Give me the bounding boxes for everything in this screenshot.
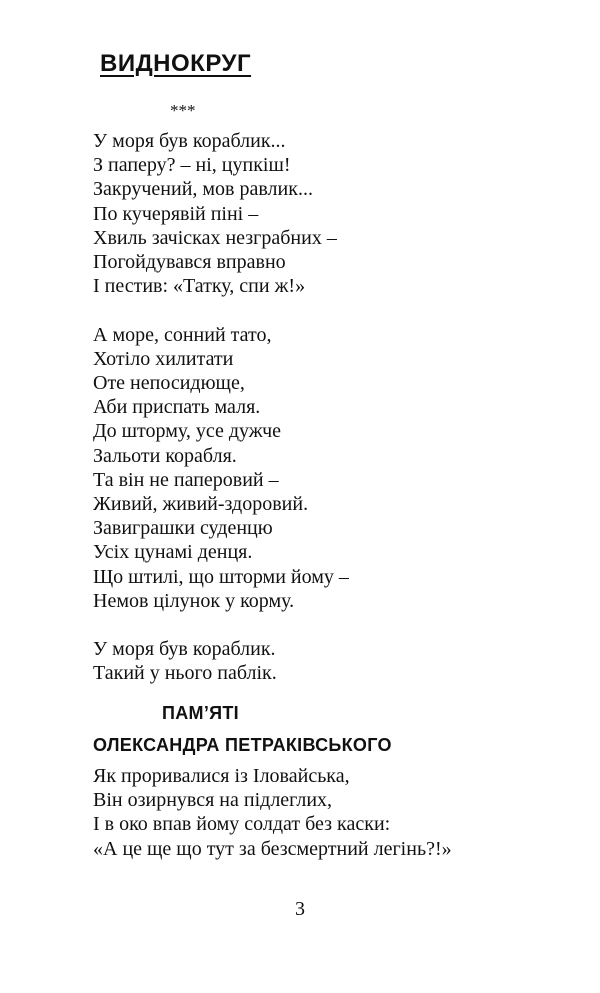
poem-line: До шторму, усе дужче (93, 420, 282, 443)
poem-line: Усіх цунамі денця. (93, 541, 253, 564)
poem-line: Немов цілунок у корму. (93, 589, 295, 612)
poem-line: А море, сонний тато, (93, 323, 272, 346)
stanza-gap (93, 298, 349, 322)
poem-line: Він озирнувся на підлеглих, (93, 789, 333, 812)
poem-line: Живий, живий-здоровий. (93, 493, 309, 516)
poem-line: Погойдувався вправно (93, 251, 286, 274)
poem-line: Як проривалися із Іловайська, (93, 765, 350, 787)
poem-line: У моря був кораблик... (93, 130, 286, 152)
poem-line: І пестив: «Татку, спи ж!» (93, 275, 306, 298)
poem-2 (93, 764, 452, 861)
poem-line: Хотіло хилитати (93, 347, 234, 370)
dedication-heading-line2: ОЛЕКСАНДРА ПЕТРАКІВСЬКОГО (93, 735, 392, 755)
poem-line: Завиграшки суденцю (93, 517, 273, 540)
poem-line: Та він не паперовий – (93, 468, 279, 491)
poem-line: «А це ще що тут за безсмертний легінь?!» (93, 837, 452, 860)
poem-line: Хвиль зачісках незграбних – (93, 226, 337, 249)
dedication-heading-line1: ПАМ’ЯТІ (162, 703, 239, 723)
poem-line: Зальоти корабля. (93, 444, 237, 467)
stanza-gap (93, 613, 349, 637)
poem-line: Оте непосидюще, (93, 372, 245, 395)
poem-separator-stars: *** (170, 101, 196, 120)
poem-line: І в око впав йому солдат без каски: (93, 813, 391, 836)
poem-line: У моря був кораблик. (93, 638, 276, 661)
poem-line: Аби приспать маля. (93, 396, 261, 419)
page-number: 3 (295, 898, 305, 920)
poem-line: Що штилі, що шторми йому – (93, 565, 349, 588)
poem-line: Такий у нього паблік. (93, 662, 277, 685)
poem-line: По кучерявій піні – (93, 202, 259, 225)
poem-line: З паперу? – ні, цупкіш! (93, 154, 291, 177)
section-title: ВИДНОКРУГ (100, 50, 252, 77)
poem-1 (93, 129, 349, 686)
poem-line: Закручений, мов равлик... (93, 178, 313, 201)
